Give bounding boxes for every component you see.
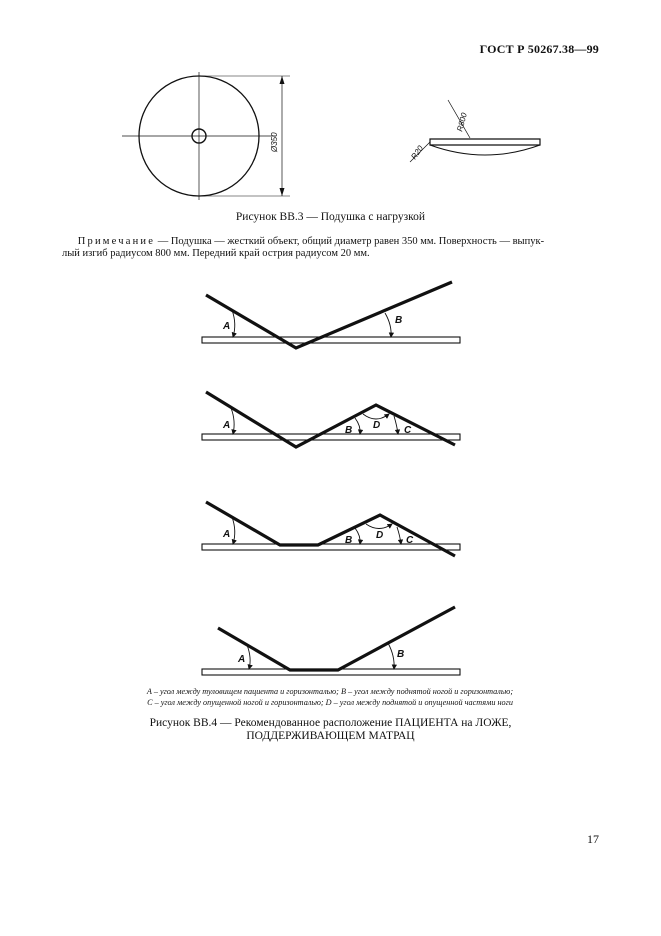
angle-label-a: A: [223, 529, 231, 540]
legend-symbol: C: [147, 698, 153, 707]
position-diagram-4: [202, 607, 460, 675]
legend-symbol: A: [146, 687, 152, 696]
figure-bb4-caption-line1: Рисунок ВВ.4 — Рекомендованное расположение ПАЦИЕНТА на ЛОЖЕ,: [149, 717, 512, 729]
figure-bb4-caption: [0, 717, 661, 743]
figure-bb4-caption-line2: ПОДДЕРЖИВАЮЩЕМ МАТРАЦ: [246, 730, 415, 742]
angle-label-b: B: [345, 425, 353, 436]
legend-symbol: B: [340, 687, 346, 696]
angle-label-a: A: [238, 654, 246, 665]
legend-text: – угол между опущенной ногой и горизонталью;: [152, 698, 326, 707]
angle-label-c: C: [404, 425, 412, 436]
bed-surface: [202, 544, 460, 550]
document-code-header: ГОСТ Р 50267.38—99: [479, 42, 599, 56]
patient-body-line: [218, 607, 455, 670]
figure-bb4-drawing: [0, 280, 661, 685]
angle-label-d: D: [376, 530, 384, 541]
diameter-label: Ø350: [270, 132, 279, 152]
cushion-side-profile: [430, 139, 540, 145]
legend-text: – угол между поднятой и опущенной частями ноги: [331, 698, 513, 707]
position-diagram-3: [202, 502, 460, 556]
note-paragraph: [62, 236, 598, 260]
note-text-line1: — Подушка — жесткий объект, общий диаметр равен 350 мм. Поверхность — выпук-: [157, 236, 545, 247]
radius-label: R800: [455, 111, 469, 133]
edge-radius-label: R20: [409, 143, 426, 162]
legend-text: – угол между туловищем пациента и горизонталью;: [151, 687, 341, 696]
bed-surface: [202, 337, 460, 343]
note-label: Примечание: [77, 236, 156, 247]
angle-label-a: A: [223, 420, 231, 431]
legend-text: – угол между поднятой ногой и горизонталью;: [345, 687, 514, 696]
angle-label-b: B: [395, 315, 403, 326]
note-text-line2: лый изгиб радиусом 800 мм. Передний край острия радиусом 20 мм.: [62, 248, 370, 259]
page-number: 17: [587, 832, 599, 846]
angle-label-b: B: [397, 649, 405, 660]
angle-label-c: C: [406, 535, 414, 546]
figure-bb4-legend: [62, 686, 598, 708]
position-diagram-2: [202, 392, 460, 447]
figure-bb3-caption: Рисунок ВВ.3 — Подушка с нагрузкой: [235, 211, 426, 223]
figure-bb3-drawing: [0, 0, 661, 210]
position-diagram-1: [202, 282, 460, 348]
bed-surface: [202, 434, 460, 440]
legend-line-1: [62, 686, 598, 697]
legend-symbol: D: [325, 698, 332, 707]
legend-line-2: [62, 697, 598, 708]
angle-label-a: A: [223, 321, 231, 332]
angle-label-b: B: [345, 535, 353, 546]
angle-label-d: D: [373, 420, 381, 431]
